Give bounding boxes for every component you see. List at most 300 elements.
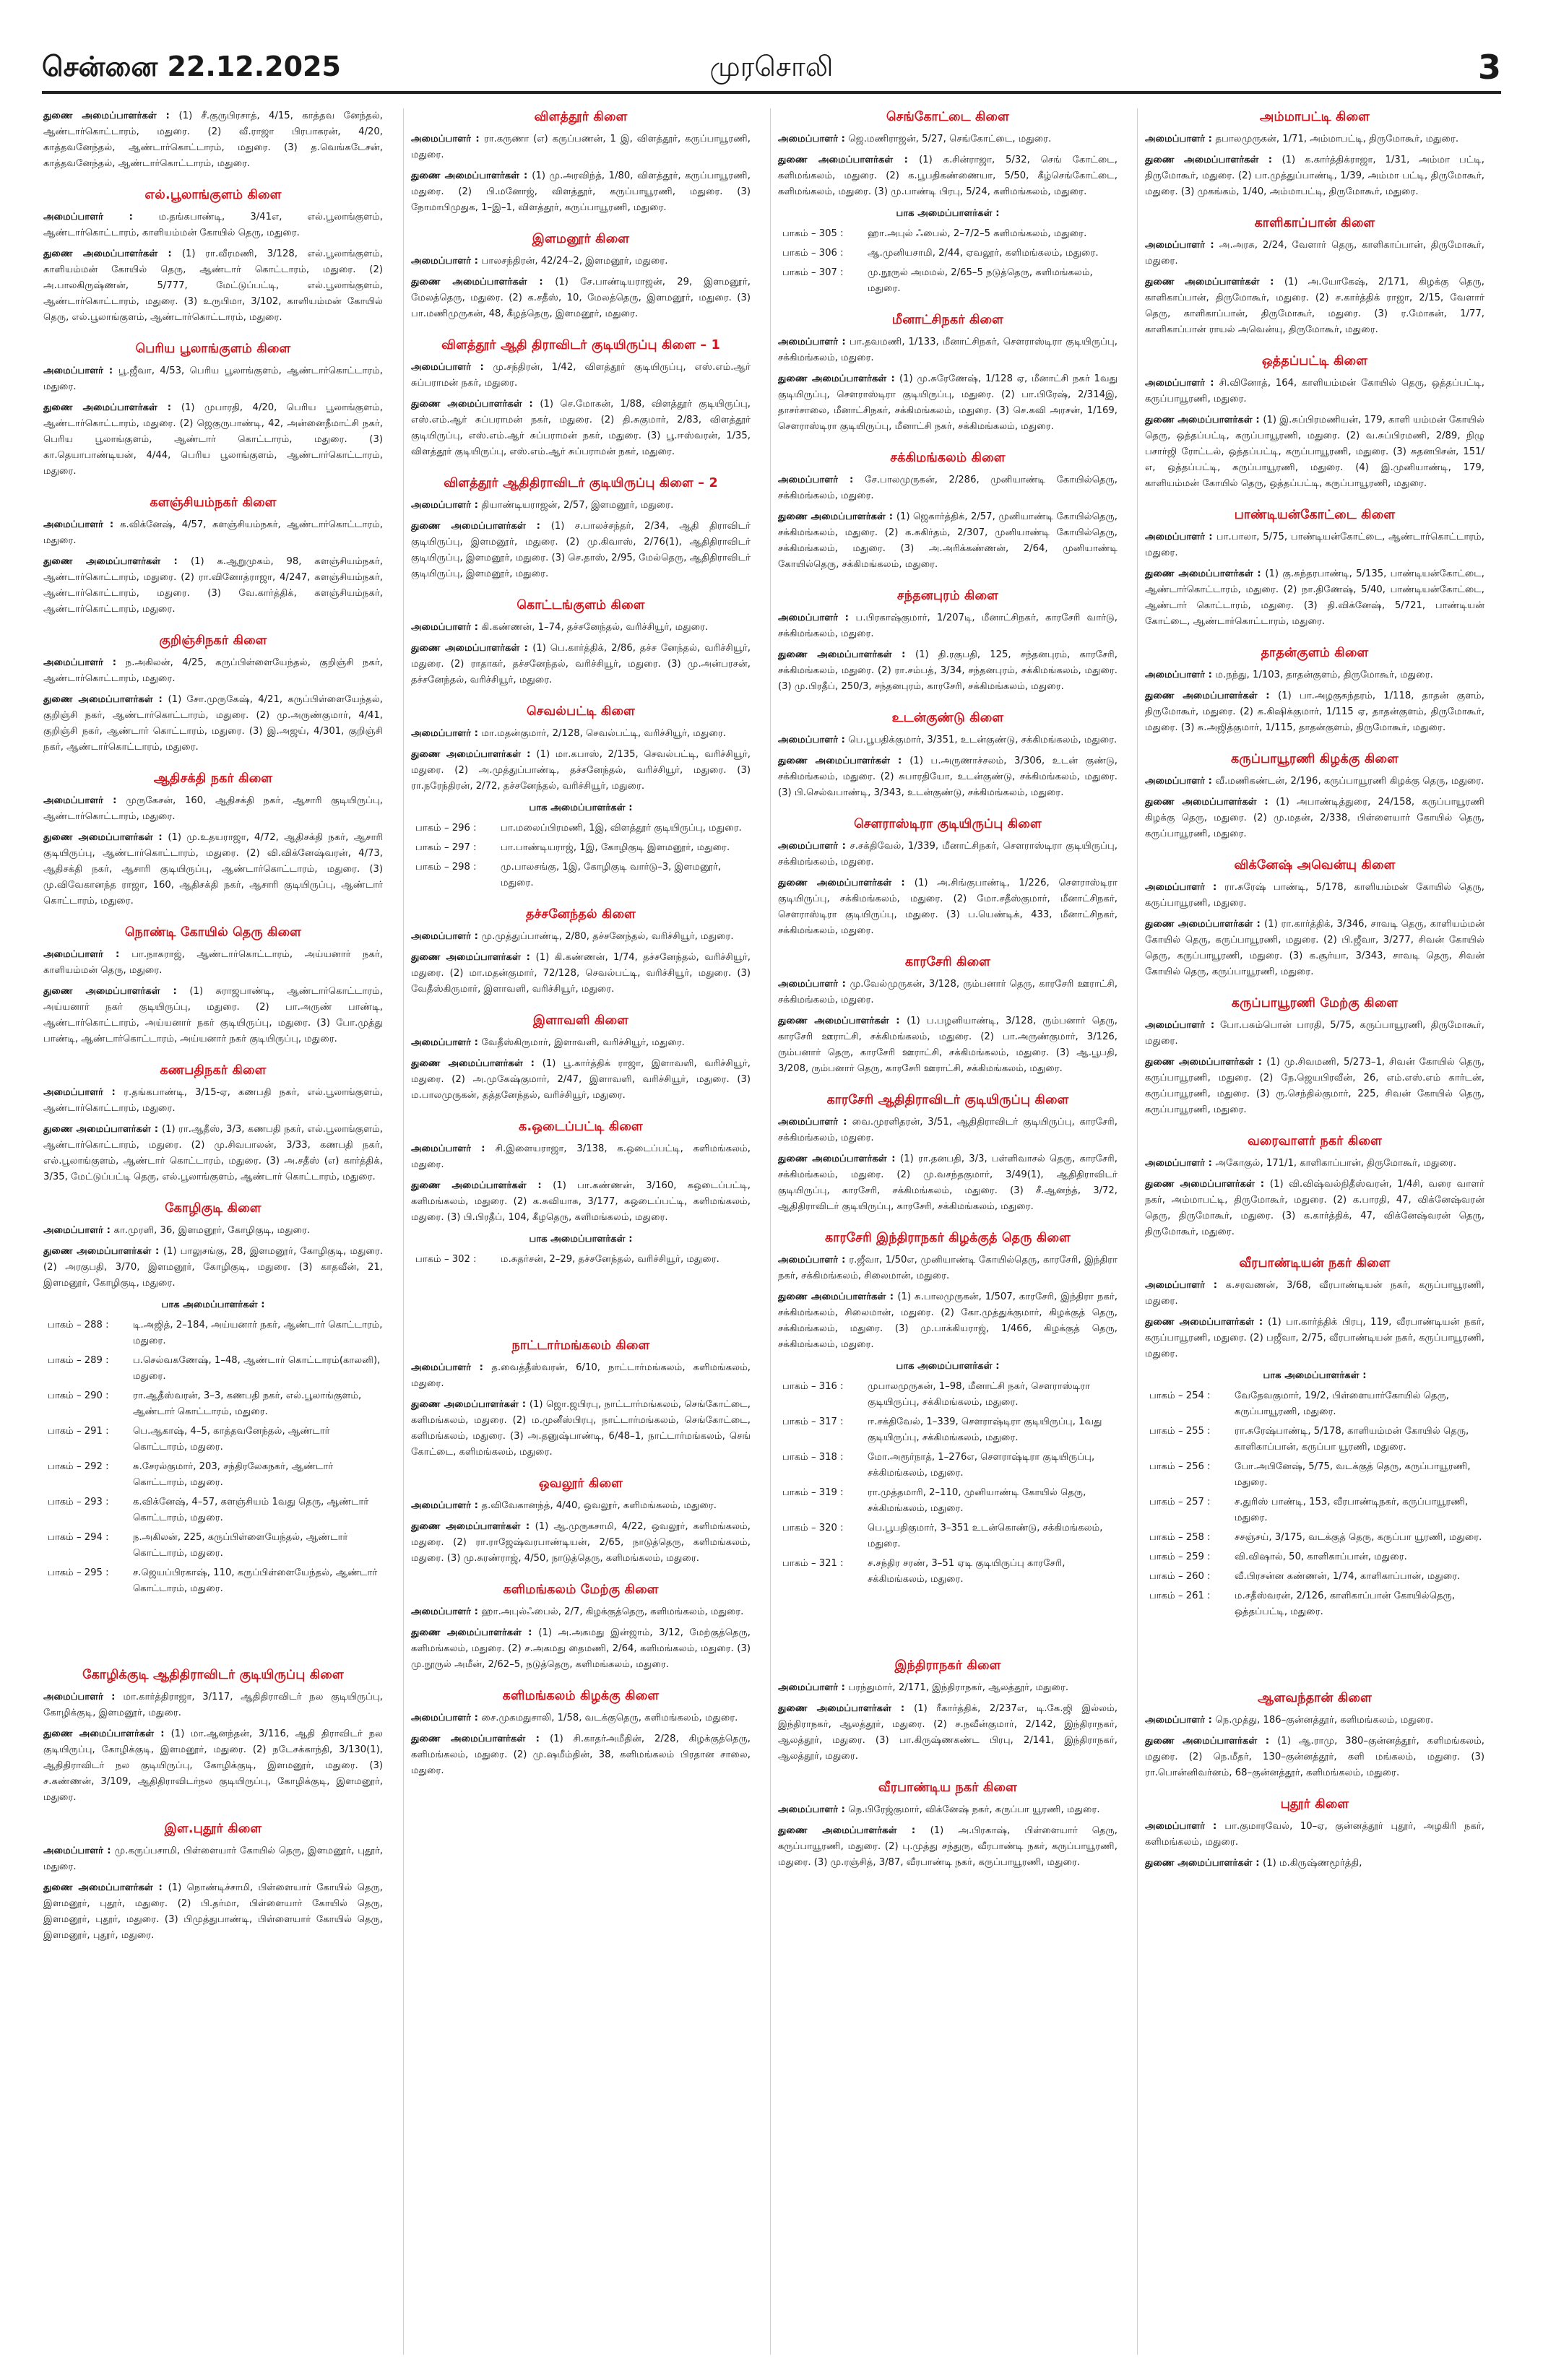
branch-section xyxy=(411,475,751,582)
office-bearer-entry xyxy=(411,1360,751,1392)
role-details: (1) பா.அழகுசுந்தரம், 1/118, தாதன் குளம், திருமோகூர், மதுரை. (2) க.கிஷிக்குமார், 1/115 ஏ, தாதன்குளம், திருமோகூர், மதுரை. (3) சு.அஜித்குமார், 1/115, தாதன்குளம், திருமோகூர், மதுரை. xyxy=(1145,691,1484,733)
role-label: அமைப்பாளர் : xyxy=(778,475,865,485)
role-details: (1) மு.உதயராஜா, 4/72, ஆதிசக்தி நகர், ஆசாரி குடியிருப்பு, ஆண்டார்கொட்டாரம், மதுரை. (2) வி.விக்னேஷ்வரன், 4/73, ஆதிசக்தி நகர், ஆசாரி குடியிருப்பு, ஆண்டார்கொட்டாரம், மதுரை. (3) மு.விவேகானந்த ராஜா, 160, ஆதிசக்தி நகர், ஆசாரி குடியிருப்பு, ஆண்டார் கொட்டாரம், மதுரை. xyxy=(43,832,383,906)
role-details: மு.சந்திரன், 1/42, விளத்தூர் குடியிருப்பு, எஸ்.எம்.ஆர் சுப்பராமன் நகர், மதுரை. xyxy=(411,362,751,389)
role-label: துணை அமைப்பாளர்கள் : xyxy=(778,649,916,660)
office-bearer-entry xyxy=(43,246,383,326)
role-label: துணை அமைப்பாளர்கள் : xyxy=(43,1728,171,1739)
role-details: (1) தி.ரகுபதி, 125, சந்தனபுரம், காரசேரி, சக்கிமங்கலம், மதுரை. (2) ரா.சம்பத், 3/34, சந்தனபுரம், சக்கிமங்கலம், மதுரை. (3) மு.பிரதீப், 250/3, சந்தனபுரம், காரசேரி, சக்கிமங்கலம், மதுரை. xyxy=(778,649,1118,692)
booth-organizer: ஆ.முனியசாமி, 2/44, ஏவலூர், களிமங்கலம், மதுரை. xyxy=(868,248,1099,259)
role-details: (1) சு.பாலமுருகன், 1/507, காரசேரி, இந்திரா நகர், சக்கிமங்கலம், சிலைமான், மதுரை. (2) கோ.முத்துக்குமார், கிழக்குத் தெரு, சக்கிமங்கலம், மதுரை. (3) மு.பாக்கியராஜ், 1/466, கிழக்குத் தெரு, சக்கிமங்கலம், மதுரை. xyxy=(778,1291,1118,1350)
booth-organizer: மு.பாலசங்கு, 1இ, கோழிகுடி வார்டு–3, இளமனூர், மதுரை. xyxy=(501,862,722,888)
role-details: சை.முகமதுசாலி, 1/58, வடக்குதெரு, களிமங்கலம், மதுரை. xyxy=(481,1713,738,1723)
branch-heading: களிமங்கலம் கிழக்கு கிளை xyxy=(502,1689,660,1703)
office-bearer-entry xyxy=(411,254,751,269)
role-label: துணை அமைப்பாளர்கள் : xyxy=(1145,797,1276,808)
office-bearer-entry xyxy=(778,1823,1118,1871)
office-bearer-entry xyxy=(411,1056,751,1104)
branch-heading: கருப்பாயூரணி கிழக்கு கிளை xyxy=(1231,752,1399,766)
branch-section xyxy=(778,1779,1118,1871)
office-bearer-entry xyxy=(778,875,1118,939)
office-bearer-entry xyxy=(411,1141,751,1173)
booth-organizer: க.விக்னேஷ், 4–57, களஞ்சியம் 1வது தெரு, ஆண்டார் கொட்டாரம், மதுரை. xyxy=(133,1497,369,1523)
branch-heading: உடன்குண்டு கிளை xyxy=(891,711,1004,725)
branch-heading: விளத்தூர் கிளை xyxy=(534,110,628,124)
role-label: அமைப்பாளர் : xyxy=(411,728,482,739)
office-bearer-entry xyxy=(1145,1713,1484,1728)
role-label: அமைப்பாளர் : xyxy=(43,1845,115,1856)
office-bearer-entry xyxy=(43,108,383,172)
booth-organizer: பா.மலைப்பிரமணி, 1இ, விளத்தூர் குடியிருப்பு, மதுரை. xyxy=(501,823,742,834)
role-label: அமைப்பாளர் : xyxy=(43,519,121,530)
role-label: அமைப்பாளர் : xyxy=(43,657,126,668)
booth-organizer: ஹா.அபுல் ஃபைல், 2–7/2–5 களிமங்கலம், மதுரை. xyxy=(868,228,1087,239)
role-label: துணை அமைப்பாளர்கள் : xyxy=(411,749,537,760)
role-details: சே.பாலமுருகன், 2/286, முனியாண்டி கோயில்தெரு, சக்கிமங்கலம், மதுரை. xyxy=(778,475,1118,501)
branch-section xyxy=(411,597,751,688)
booth-number: பாகம் – 302 : xyxy=(415,1254,477,1265)
role-details: நெ.முத்து, 186–குன்னத்தூர், களிமங்கலம், மதுரை. xyxy=(1215,1715,1434,1726)
booth-number: பாகம் – 321 : xyxy=(782,1558,844,1569)
booth-organizer: முபாலமுருகன், 1–98, மீனாட்சி நகர், சௌராஸ்டிரா குடியிருப்பு, சக்கிமங்கலம், மதுரை. xyxy=(868,1381,1090,1408)
branch-heading: செவல்பட்டி கிளை xyxy=(526,704,636,719)
booth-number: பாகம் – 254 : xyxy=(1149,1390,1211,1401)
role-details: வேதீஸ்கிருமார், இளாவளி, வரிச்சியூர், மதுரை. xyxy=(481,1037,685,1048)
office-bearer-entry xyxy=(43,1726,383,1806)
branch-section xyxy=(43,186,383,326)
role-label: துணை அமைப்பாளர்கள் : xyxy=(778,155,920,165)
role-details: (1) மு.சிவமணி, 5/273–1, சிவன் கோயில் தெரு, கருப்பாயூரணி, மதுரை. (2) நே.ஜெயபிரவீன், 26, எம்.எஸ்.எம் கார்டன், கருப்பாயூரணி, மதுரை. (3) ரு.செந்தில்குமார், 225, சிவன் கோயில் தெரு, கருப்பாயூரணி, மதுரை. xyxy=(1145,1057,1484,1115)
booth-entry xyxy=(778,1520,1118,1552)
branch-section xyxy=(778,815,1118,939)
branch-heading: காரசேரி கிளை xyxy=(904,955,991,969)
office-bearer-entry xyxy=(778,1115,1118,1146)
office-bearer-entry xyxy=(1145,274,1484,338)
office-bearer-entry xyxy=(1145,1177,1484,1240)
section-gap xyxy=(778,1592,1118,1643)
booth-number: பாகம் – 259 : xyxy=(1149,1552,1211,1562)
office-bearer-entry xyxy=(1145,412,1484,492)
office-bearer-entry xyxy=(411,1397,751,1461)
booth-number: பாகம் – 255 : xyxy=(1149,1426,1211,1437)
role-details: (1) மா.கபாஸ், 2/135, செவல்பட்டி, வரிச்சியூர், மதுரை. (2) அ.முத்துப்பாண்டி, தச்சனேந்தல், வரிச்சியூர், மதுரை. (3) ரா.நரேந்திரன், 2/72, தச்சனேந்தல், வரிச்சியூர், மதுரை. xyxy=(411,749,751,792)
office-bearer-entry xyxy=(1145,1055,1484,1118)
branch-heading: சக்கிமங்கலம் கிளை xyxy=(890,451,1006,465)
role-details: (1) சி.காதர்அமீதின், 2/28, கிழக்குத்தெரு, களிமங்கலம், மதுரை. (2) மு.ஷமீம்தின், 38, களிமங்கலம் பிரதான சாலை, மதுரை. xyxy=(411,1734,751,1776)
booth-entry xyxy=(1145,1388,1484,1420)
office-bearer-entry xyxy=(778,1013,1118,1077)
booth-entry xyxy=(1145,1530,1484,1546)
role-label: அமைப்பாளர் : xyxy=(778,337,850,347)
branch-section xyxy=(1145,506,1484,630)
booth-organizer: சசஞ்சய், 3/175, வடக்குத் தெரு, கருப்பா யூரணி, மதுரை. xyxy=(1235,1532,1482,1543)
role-label: அமைப்பாளர் : xyxy=(778,1682,849,1693)
role-details: பரந்துமார், 2/171, இந்திராநகர், ஆலத்தூர், மதுரை. xyxy=(848,1682,1069,1693)
branch-section xyxy=(1145,1796,1484,1871)
role-details: பா.தவமணி, 1/133, மீனாட்சிநகர், சௌராஸ்டிரா குடியிருப்பு, சக்கிமங்கலம், மதுரை. xyxy=(778,337,1118,363)
branch-heading: காரசேரி இந்திராநகர் கிழக்குத் தெரு கிளை xyxy=(825,1231,1071,1245)
role-label: அமைப்பாளர் : xyxy=(411,256,482,267)
booth-entry xyxy=(778,265,1118,297)
role-details: (1) க.சின்ராஜா, 5/32, செங் கோட்டை, களிமங்கலம், மதுரை. (2) க.பூபதிகண்ணையா, 5/50, கீழ்செங்கோட்டை, களிமங்கலம், மதுரை. (3) மு.பாண்டி பிரபு, 5/24, களிமங்கலம், மதுரை. xyxy=(778,155,1118,197)
role-details: (1) இ.சுப்பிரமணியன், 179, காளி யம்மன் கோயில் தெரு, ஒத்தப்பட்டி, கருப்பாயூரணி, மதுரை. (2) வ.சுப்பிரமணி, 2/89, நிழு பசார்ஜி ரோட்டல், ஒத்தப்பட்டி, கருப்பாயூரணி, மதுரை. (3) சுதனபிசன், 151/எ, ஒத்தப்பட்டி, கருப்பாயூரணி, மதுரை. (4) இ.முனியாண்டி, 179, காளியம்மன் கோயில் தெரு, ஒத்தப்பட்டி, கருப்பாயூரணி, மதுரை. xyxy=(1145,415,1484,489)
office-bearer-entry xyxy=(411,1604,751,1620)
office-bearer-entry xyxy=(778,152,1118,200)
office-bearer-entry xyxy=(411,1731,751,1779)
office-bearer-entry xyxy=(778,732,1118,748)
branch-section xyxy=(43,1601,383,1806)
branch-heading: விக்னேஷ் அவென்யு கிளை xyxy=(1234,858,1396,873)
office-bearer-entry xyxy=(778,334,1118,366)
booth-number: பாகம் – 256 : xyxy=(1149,1461,1211,1472)
role-details: (1) ப.பழனியாண்டி, 3/128, ரும்பனார் தெரு, காரசேரி ஊராட்சி, சக்கிமங்கலம், மதுரை. (2) பா.அருண்குமார், 3/126, ரும்பனார் தெரு, காரசேரி ஊராட்சி, சக்கிமங்கலம், மதுரை. (3) ஆ.பூபதி, 3/208, ரும்பனார் தெரு, காரசேரி ஊராட்சி, சக்கிமங்கலம், மதுரை. xyxy=(778,1016,1118,1074)
office-bearer-entry xyxy=(1145,529,1484,561)
branch-section xyxy=(1145,1624,1484,1781)
booth-organizers-heading: பாக அமைப்பாளர்கள் : xyxy=(1263,1370,1367,1381)
branch-section xyxy=(778,311,1118,435)
role-label: துணை அமைப்பாளர்கள் : xyxy=(778,1825,930,1836)
role-label: துணை அமைப்பாளர்கள் : xyxy=(411,399,540,410)
office-bearer-entry xyxy=(778,647,1118,695)
role-label: துணை அமைப்பாளர்கள் : xyxy=(43,556,191,567)
role-label: துணை அமைப்பாளர்கள் : xyxy=(1145,919,1265,930)
office-bearer-entry xyxy=(43,1880,383,1944)
branch-section xyxy=(778,449,1118,573)
role-label: அமைப்பாளர் : xyxy=(1145,378,1219,389)
role-label: துணை அமைப்பாளர்கள் : xyxy=(778,878,915,888)
booth-number: பாகம் – 319 : xyxy=(782,1487,844,1498)
booth-entry xyxy=(778,1485,1118,1517)
role-details: (1) கி.கண்ணன், 1/74, தச்சனேந்தல், வரிச்சியூர், மதுரை. (2) மா.மதன்குமார், 72/128, செவல்பட்டி, வரிச்சியூர், மதுரை. (3) வேதீஸ்கிருமார், இளாவளி, வரிச்சியூர், மதுரை. xyxy=(411,952,751,995)
booth-number: பாகம் – 297 : xyxy=(415,842,477,853)
role-details: தியாண்டியராஜன், 2/57, இளமனூர், மதுரை. xyxy=(481,500,674,511)
role-label: துணை அமைப்பாளர்கள் : xyxy=(411,952,536,963)
role-label: அமைப்பாளர் : xyxy=(778,1117,852,1128)
role-details: (1) சே.பாண்டியராஜன், 29, இளமனூர், மேலத்தெரு, மதுரை. (2) க.சதீஸ், 10, மேலத்தெரு, இளமனூர், மதுரை. (3) பா.மணிமுருகன், 48, கீழத்தெரு, இளமனூர், மதுரை. xyxy=(411,277,751,319)
office-bearer-entry xyxy=(43,400,383,480)
branch-section xyxy=(1145,995,1484,1118)
role-details: கா.முரளி, 36, இளமனூர், கோழிகுடி, மதுரை. xyxy=(113,1225,311,1236)
role-details: த.விவேகானந்த், 4/40, ஒவலூர், களிமங்கலம், மதுரை. xyxy=(481,1500,717,1511)
branch-section xyxy=(778,953,1118,1077)
booth-number: பாகம் – 294 : xyxy=(48,1532,109,1543)
office-bearer-entry xyxy=(43,1689,383,1721)
office-bearer-entry xyxy=(43,517,383,549)
office-bearer-entry xyxy=(411,131,751,163)
office-bearer-entry xyxy=(1145,1856,1484,1871)
booth-organizer: மு.நூருல் அமமல், 2/65–5 நடுத்தெரு, களிமங்கலம், மதுரை. xyxy=(868,267,1093,294)
booth-entry xyxy=(411,1252,751,1268)
role-label: அமைப்பாளர் : xyxy=(1145,882,1225,893)
booth-number: பாகம் – 257 : xyxy=(1149,1497,1211,1507)
office-bearer-entry xyxy=(1145,131,1484,147)
role-details: ம.நந்து, 1/103, தாதன்குளம், திருமோகூர், மதுரை. xyxy=(1215,670,1433,680)
role-details: பா.நாகராஜ், ஆண்டார்கொட்டாரம், அய்யனார் நகர், காளியம்மன் தெரு, மதுரை. xyxy=(43,949,383,976)
role-label: அமைப்பாளர் : xyxy=(411,1713,482,1723)
role-details: ர.ஜீவா, 1/50எ, முனியாண்டி கோயில்தெரு, காரசேரி, இந்திரா நகர், சக்கிமங்கலம், சிலைமான், மதுரை. xyxy=(778,1255,1118,1281)
role-details: (1) ரா.தனபதி, 3/3, பள்ளிவாசல் தெரு, காரசேரி, சக்கிமங்கலம், மதுரை. (2) மு.வசந்தகுமார், 3/49(1), ஆதிதிராவிடர் குடியிருப்பு, காரசேரி, சக்கிமங்கலம், மதுரை. (3) சீ.ஆனந்த், 3/72, ஆதிதிராவிடர் குடியிருப்பு, காரசேரி, சக்கிமங்கலம், மதுரை. xyxy=(778,1154,1118,1212)
role-details: (1) மா.ஆனந்தன், 3/116, ஆதி திராவிடர் நல குடியிருப்பு, கோழிக்குடி, இளமனூர், மதுரை. (2) நடேசக்காந்தி, 3/130(1), ஆதிதிராவிடர் நல குடியிருப்பு, கோழிக்குடி, இளமனூர், மதுரை. (3) ச.கண்ணன், 3/109, ஆதிதிராவிடர்நல குடியிருப்பு, கோழிக்குடி, இளமனூர், மதுரை. xyxy=(43,1728,383,1803)
branch-heading: சந்தனபுரம் கிளை xyxy=(896,589,999,603)
role-details: (1) ச.பாலச்சந்தர், 2/34, ஆதி திராவிடர் குடியிருப்பு, இளமனூர், மதுரை. (2) மு.கிவாஸ், 2/76(1), ஆதிதிராவிடர் குடியிருப்பு, இளமனூர், மதுரை. (3) செ.தாஸ், 2/95, மேல்தெரு, ஆதிதிராவிடர் குடியிருப்பு, இளமனூர், மதுரை. xyxy=(411,521,751,579)
role-label: துணை அமைப்பாளர்கள் : xyxy=(778,756,910,766)
branch-heading: இள.புதூர் கிளை xyxy=(164,1822,262,1836)
office-bearer-entry xyxy=(778,131,1118,147)
branch-heading: காளிகாப்பான் கிளை xyxy=(1254,216,1375,230)
role-details: பாலசந்திரன், 42/24–2, இளமனூர், மதுரை. xyxy=(481,256,668,267)
role-label: துணை அமைப்பாளர்கள் : xyxy=(1145,568,1266,579)
role-details: (1) அ.பிரகாஷ், பிள்ளையார் தெரு, கருப்பாயூரணி, மதுரை. (2) பு.முத்து சந்துரு, வீரபாண்டி நகர், கருப்பாயூரணி, மதுரை. (3) மு.ரஞ்சித், 3/87, வீரபாண்டி நகர், கருப்பாயூரணி, மதுரை. xyxy=(778,1825,1118,1868)
office-bearer-entry xyxy=(411,929,751,945)
branch-heading: அம்மாபட்டி கிளை xyxy=(1259,110,1370,124)
role-label: அமைப்பாளர் : xyxy=(43,1225,114,1236)
role-label: அமைப்பாளர் : xyxy=(411,1037,482,1048)
branch-heading: கொட்டங்குளம் கிளை xyxy=(517,598,645,613)
booth-organizer: டி.அஜித், 2–184, அய்யனார் நகர், ஆண்டார் கொட்டாரம், மதுரை. xyxy=(133,1320,383,1346)
role-details: சி.இளையராஜா, 3/138, க.ஒடைப்பட்டி, களிமங்கலம், மதுரை. xyxy=(411,1143,751,1170)
booth-number: பாகம் – 292 : xyxy=(48,1461,109,1472)
role-label: துணை அமைப்பாளர்கள் : xyxy=(778,373,899,384)
role-label: துணை அமைப்பாளர்கள் : xyxy=(1145,1057,1267,1068)
office-bearer-entry xyxy=(411,641,751,688)
booth-organizer: ஈ.சக்திவேல், 1–339, சௌராஷ்டிரா குடியிருப்பு, 1வது குடியிருப்பு, சக்கிமங்கலம், மதுரை. xyxy=(868,1416,1102,1443)
branch-section xyxy=(43,1200,383,1597)
office-bearer-entry xyxy=(778,977,1118,1008)
role-label: துணை அமைப்பாளர்கள் : xyxy=(411,1180,553,1191)
branch-section xyxy=(43,1062,383,1185)
office-bearer-entry xyxy=(1145,1819,1484,1851)
booth-entry xyxy=(778,246,1118,261)
page-number: 3 xyxy=(1477,48,1501,87)
role-label: அமைப்பாளர் : xyxy=(1145,1020,1220,1031)
role-details: பா.குமாரவேல், 10–ஏ, குன்னத்தூர் புதூர், அழகிரி நகர், களிமங்கலம், மதுரை. xyxy=(1145,1821,1484,1848)
branch-heading: கணபதிநகர் கிளை xyxy=(160,1063,267,1078)
role-label: துணை அமைப்பாளர்கள் : xyxy=(778,1291,898,1302)
office-bearer-entry xyxy=(411,1498,751,1514)
masthead xyxy=(42,48,1501,94)
role-details: சி.வினோத், 164, காளியம்மன் கோயில் தெரு, ஒத்தப்பட்டி, கருப்பாயூரணி, மதுரை. xyxy=(1145,378,1484,404)
booth-organizers-heading: பாக அமைப்பாளர்கள் : xyxy=(896,1361,1000,1372)
role-details: (1) பாலுசங்கு, 28, இளமனூர், கோழிகுடி, மதுரை. (2) அரகுபதி, 3/70, இளமனூர், கோழிகுடி, மதுரை. (3) காதவீன், 21, இளமனூர், கோழிகுடி, மதுரை. xyxy=(43,1246,383,1289)
office-bearer-entry xyxy=(1145,238,1484,269)
role-label: துணை அமைப்பாளர்கள் : xyxy=(43,1882,168,1893)
office-bearer-entry xyxy=(1145,1734,1484,1781)
role-details: பா.பாலா, 5/75, பாண்டியன்கோட்டை, ஆண்டார்கொட்டாரம், மதுரை. xyxy=(1145,532,1484,558)
office-bearer-entry xyxy=(1145,880,1484,912)
section-gap xyxy=(1145,1624,1484,1675)
office-bearer-entry xyxy=(1145,566,1484,630)
booth-entry xyxy=(1145,1459,1484,1491)
role-label: துணை அமைப்பாளர்கள் : xyxy=(1145,691,1279,701)
branch-heading: விளத்தூர் ஆதி திராவிடர் குடியிருப்பு கிளை – 1 xyxy=(441,338,721,352)
branch-heading: தச்சனேந்தல் கிளை xyxy=(525,907,636,922)
booth-number: பாகம் – 293 : xyxy=(48,1497,109,1507)
booth-entry xyxy=(43,1353,383,1385)
branch-heading: ஒவலூர் கிளை xyxy=(538,1476,623,1491)
office-bearer-entry xyxy=(778,839,1118,870)
booth-number: பாகம் – 306 : xyxy=(782,248,844,259)
role-details: (1) பெ.கார்த்திக், 2/86, தச்ச னேந்தல், வரிச்சியூர், மதுரை. (2) ராதாகர், தச்சனேந்தல், வரிச்சியூர், மதுரை. (3) மு.அன்பரசன், தச்சனேந்தல், வரிச்சியூர், மதுரை. xyxy=(411,643,751,685)
role-details: ஹா.அபுல்ஃபைல், 2/7, கிழக்குத்தெரு, களிமங்கலம், மதுரை. xyxy=(481,1606,744,1617)
booth-number: பாகம் – 307 : xyxy=(782,267,844,278)
role-details: (1) சோ.முருகேஷ், 4/21, கருப்பிள்ளையேந்தல், குறிஞ்சி நகர், ஆண்டார்கொட்டாரம், மதுரை. (2) மு.அருண்குமார், 4/41, குறிஞ்சி நகர், ஆண்டார் கொட்டாரம், மதுரை. (3) இ.அஜய், 4/301, குறிஞ்சி நகர், ஆண்டார்கொட்டாரம், மதுரை. xyxy=(43,694,383,753)
branch-section xyxy=(778,1229,1118,1588)
role-details: (1) பூ.கார்த்திக் ராஜா, இளாவளி, வரிச்சியூர், மதுரை. (2) அ.முகேஷ்குமார், 2/47, இளாவளி, வரிச்சியூர், மதுரை. (3) ம.பாலமுருகன், தத்தனேந்தல், வரிச்சியூர், மதுரை. xyxy=(411,1058,751,1101)
branch-heading: சௌராஸ்டிரா குடியிருப்பு கிளை xyxy=(854,817,1042,831)
branch-heading: ஆளவந்தான் கிளை xyxy=(1258,1691,1372,1705)
branch-section xyxy=(43,340,383,480)
role-label: அமைப்பாளர் : xyxy=(1145,1158,1216,1169)
office-bearer-entry xyxy=(411,747,751,795)
role-details: மு.கருப்பசாமி, பிள்ளையார் கோயில் தெரு, இளமனூர், புதூர், மதுரை. xyxy=(43,1845,383,1872)
section-gap xyxy=(411,1272,751,1323)
role-label: துணை அமைப்பாளர்கள் : xyxy=(43,402,181,413)
role-label: அமைப்பாளர் : xyxy=(1145,240,1219,251)
office-bearer-entry xyxy=(411,1519,751,1567)
role-details: (1) நொண்டிச்சாமி, பிள்ளையார் கோயில் தெரு, இளமனூர், புதூர், மதுரை. (2) பி.தர்மா, பிள்ளையார் கோயில் தெரு, இளமனூர், புதூர், மதுரை. (3) பிமுத்துபாண்டி, பிள்ளையார் கோயில் தெரு, இளமனூர், புதூர், மதுரை. xyxy=(43,1882,383,1941)
booth-organizers-heading: பாக அமைப்பாளர்கள் : xyxy=(529,802,633,813)
role-details: நெ.பிரேஜ்குமார், விக்னேஷ் நகர், கருப்பா யூரணி, மதுரை. xyxy=(848,1804,1100,1815)
office-bearer-entry xyxy=(411,360,751,391)
role-label: அமைப்பாளர் : xyxy=(43,1692,124,1702)
role-label: துணை அமைப்பாளர்கள் : xyxy=(411,1058,543,1069)
office-bearer-entry xyxy=(43,554,383,618)
role-details: முருகேசன், 160, ஆதிசக்தி நகர், ஆசாரி குடியிருப்பு, ஆண்டார்கொட்டாரம், மதுரை. xyxy=(43,795,383,822)
office-bearer-entry xyxy=(1145,1156,1484,1172)
branch-section xyxy=(778,709,1118,801)
role-details: ரா.சுரேஷ் பாண்டி, 5/178, காளியம்மன் கோயில் தெரு, கருப்பாயூரணி, மதுரை. xyxy=(1145,882,1484,909)
branch-heading: பாண்டியன்கோட்டை கிளை xyxy=(1234,508,1396,522)
branch-heading: நொண்டி கோயில் தெரு கிளை xyxy=(124,925,302,940)
branch-heading: வீரபாண்டியன் நகர் கிளை xyxy=(1239,1256,1391,1271)
branch-heading: காரசேரி ஆதிதிராவிடர் குடியிருப்பு கிளை xyxy=(826,1093,1069,1107)
office-bearer-entry xyxy=(43,1244,383,1291)
office-bearer-entry xyxy=(778,1680,1118,1696)
booth-entry xyxy=(778,226,1118,242)
branch-heading: கோழிக்குடி ஆதிதிராவிடர் குடியிருப்பு கிளை xyxy=(82,1668,344,1682)
role-details: ப.பிரகாஷ்குமார், 1/207டி, மீனாட்சிநகர், காரசேரி வார்டு, சக்கிமங்கலம், மதுரை. xyxy=(778,613,1118,639)
booth-organizer: வி.விஷால், 50, காளிகாப்பான், மதுரை. xyxy=(1235,1552,1407,1562)
office-bearer-entry xyxy=(1145,376,1484,407)
office-bearer-entry xyxy=(1145,688,1484,736)
booth-organizer: ரா.முத்தமாரி, 2–110, முனியாண்டி கோயில் தெரு, சக்கிமங்கலம், மதுரை. xyxy=(868,1487,1086,1514)
role-label: துணை அமைப்பாளர்கள் : xyxy=(43,248,182,259)
office-bearer-entry xyxy=(778,753,1118,801)
role-details: (1) வி.விஷ்வல்நிதீஸ்வரன், 1/4சி, வரை வாளர் நகர், அம்மாபட்டி, திருமோகூர், மதுரை. (2) க.பாரதி, 47, விக்னேஷ்வரன் தெரு, திருமோகூர், மதுரை. (3) க.கார்த்திக், 47, விக்னேஷ்வரன் தெரு, திருமோகூர், மதுரை. xyxy=(1145,1179,1484,1237)
branch-section xyxy=(778,1091,1118,1215)
office-bearer-entry xyxy=(1145,1315,1484,1362)
role-details: (1) ப.அருணாச்சலம், 3/306, உடன் குண்டு, சக்கிமங்கலம், மதுரை. (2) சுபாரதியோ, உடன்குண்டு, சக்கிமங்கலம், மதுரை. (3) பி.செல்வபாண்டி, 3/343, உடன்குண்டு, சக்கிமங்கலம், மதுரை. xyxy=(778,756,1118,798)
role-label: அமைப்பாளர் : xyxy=(411,622,482,633)
booth-entry xyxy=(1145,1494,1484,1526)
branch-heading: ஆதிசக்தி நகர் கிளை xyxy=(153,771,273,786)
office-bearer-entry xyxy=(1145,917,1484,980)
office-bearer-entry xyxy=(411,1625,751,1673)
booth-entry xyxy=(411,840,751,856)
booth-entry xyxy=(43,1530,383,1562)
role-label: துணை அமைப்பாளர்கள் : xyxy=(778,1016,907,1026)
role-label: அமைப்பாளர் : xyxy=(43,795,126,806)
booth-organizer: ந.அகிலன், 225, கருப்பிள்ளையேந்தல், ஆண்டார் கொட்டாரம், மதுரை. xyxy=(133,1532,348,1559)
office-bearer-entry xyxy=(778,509,1118,573)
branch-section xyxy=(43,494,383,618)
branch-heading: தாதன்குளம் கிளை xyxy=(1261,646,1369,660)
role-details: (1) சுராஜபாண்டி, ஆண்டார்கொட்டாரம், அய்யனார் நகர் குடியிருப்பு, மதுரை. (2) பா.அருண் பாண்டி, ஆண்டார்கொட்டாரம், அய்யனார் நகர் குடியிருப்பு, மதுரை. (3) போ.முத்து பாண்டி, ஆண்டார்கொட்டாரம், அய்யனார் நகர் குடியிருப்பு, மதுரை. xyxy=(43,986,383,1044)
office-bearer-entry xyxy=(1145,667,1484,683)
branch-heading: செங்கோட்டை கிளை xyxy=(886,110,1010,124)
role-details: (1) அ.யோகேஷ், 2/171, கிழக்கு தெரு, காளிகாப்பான், திருமோகூர், மதுரை. (2) ச.கார்த்திக் ராஜா, 2/15, வேளார் தெரு, காளிகாப்பான், திருமோகூர், மதுரை. (3) ர.மோகன், 1/77, காளிகாப்பான் ராயல் அவென்யு, திருமோகூர், மதுரை. xyxy=(1145,277,1484,335)
booth-entry xyxy=(778,1414,1118,1446)
branch-section xyxy=(778,587,1118,695)
role-label: அமைப்பாளர் : xyxy=(411,362,493,373)
role-details: (1) க.கார்த்திக்ராஜா, 1/31, அம்மா பட்டி, திருமோகூர், மதுரை. (2) பா.முத்துப்பாண்டி, 1/39, அம்மா பட்டி, திருமோகூர், மதுரை. (3) முகங்கம், 1/40, அம்மாபட்டி, திருமோகூர், மதுரை. xyxy=(1145,155,1484,197)
booth-organizer: வீ.பிரசன்ன கண்ணன், 1/74, காளிகாப்பான், மதுரை. xyxy=(1235,1571,1461,1582)
office-bearer-entry xyxy=(411,519,751,582)
role-details: மு.வேல்முருகன், 3/128, ரும்பனார் தெரு, காரசேரி ஊராட்சி, சக்கிமங்கலம், மதுரை. xyxy=(778,979,1118,1005)
branch-section xyxy=(43,1820,383,1944)
office-bearer-entry xyxy=(778,1151,1118,1215)
role-label: துணை அமைப்பாளர்கள் : xyxy=(778,1703,915,1714)
role-label: அமைப்பாளர் : xyxy=(43,212,159,222)
branch-heading: மீனாட்சிநகர் கிளை xyxy=(891,313,1004,327)
role-label: துணை அமைப்பாளர்கள் : xyxy=(1145,1317,1268,1328)
role-label: அமைப்பாளர் : xyxy=(1145,134,1216,144)
office-bearer-entry xyxy=(778,371,1118,435)
role-details: அகோகுல், 171/1, காளிகாப்பான், திருமோகூர், மதுரை. xyxy=(1215,1158,1457,1169)
column-3 xyxy=(770,108,1118,2355)
booth-number: பாகம் – 258 : xyxy=(1149,1532,1211,1543)
booth-organizer: பெ.ஆகாஷ், 4–5, காத்தவனேந்தல், ஆண்டார் கொட்டாரம், மதுரை. xyxy=(133,1426,330,1453)
role-label: அமைப்பாளர் : xyxy=(411,1500,482,1511)
role-details: (1) அ.அகமது இன்ஜாம், 3/12, மேற்குத்தெரு, களிமங்கலம், மதுரை. (2) ச.அகமது தைமணி, 2/64, களிமங்கலம், மதுரை. (3) மு.நூருல் அமீன், 2/62–5, நடுத்தெரு, களிமங்கலம், மதுரை. xyxy=(411,1627,751,1670)
branch-section xyxy=(411,1687,751,1779)
role-label: துணை அமைப்பாளர்கள் : xyxy=(1145,1179,1270,1190)
role-details: (1) ஜெகார்த்திக், 2/57, முனியாண்டி கோயில்தெரு, சக்கிமங்கலம், மதுரை. (2) க.சுகிர்தம், 2/307, முனியாண்டி கோயில்தெரு, சக்கிமங்கலம், மதுரை. (3) அ.அரிக்கண்ணன், 2/64, முனியாண்டி கோயில்தெரு, சக்கிமங்கலம், மதுரை. xyxy=(778,511,1118,570)
office-bearer-entry xyxy=(778,1252,1118,1284)
branch-heading: வீரபாண்டிய நகர் கிளை xyxy=(878,1780,1018,1795)
role-label: துணை அமைப்பாளர்கள் : xyxy=(411,170,532,181)
booth-organizers-heading: பாக அமைப்பாளர்கள் : xyxy=(896,208,1000,219)
office-bearer-entry xyxy=(778,472,1118,504)
role-label: அமைப்பாளர் : xyxy=(778,613,856,623)
booth-number: பாகம் – 260 : xyxy=(1149,1571,1211,1582)
role-label: துணை அமைப்பாளர்கள் : xyxy=(1145,1858,1263,1869)
branch-section xyxy=(411,703,751,891)
role-label: துணை அமைப்பாளர்கள் : xyxy=(1145,1736,1278,1747)
branch-section xyxy=(411,1272,751,1461)
booth-number: பாகம் – 289 : xyxy=(48,1355,109,1366)
role-details: (1) மு.சுரேணேஷ், 1/128 ஏ, மீனாட்சி நகர் 1வது குடியிருப்பு, சௌராஸ்டிரா குடியிருப்பு, மதுரை. (2) பா.பிரேஷ், 2/314இ, தாசர்சாலை, மீனாட்சிநகர், சக்கிமங்கலம், மதுரை. (3) செ.கவி அரசன், 1/169, சௌராஸ்டிரா குடியிருப்பு, மீனாட்சி நகர், சக்கிமங்கலம், மதுரை. xyxy=(778,373,1118,432)
role-details: வீ.மணிகண்டன், 2/196, கருப்பாயூரணி கிழக்கு தெரு, மதுரை. xyxy=(1215,776,1484,787)
branch-heading: வரைவாளர் நகர் கிளை xyxy=(1247,1134,1382,1148)
role-details: (1) மு.அரவிந்த், 1/80, விளத்தூர், கருப்பாயூரணி, மதுரை. (2) பி.மனோஜ், விளத்தூர், கருப்பாயூரணி, மதுரை. (3) நோமாபிமுதுக, 1–இ–1, விளத்தூர், கருப்பாயூரணி, மதுரை. xyxy=(411,170,751,213)
office-bearer-entry xyxy=(411,1710,751,1726)
role-details: ர.தங்கபாண்டி, 3/15-ஏ, கணபதி நகர், எல்.பூலாங்குளம், ஆண்டார்கொட்டாரம், மதுரை. xyxy=(43,1087,383,1114)
branch-heading: கோழிகுடி கிளை xyxy=(165,1201,262,1216)
booth-organizer: பெ.பூபதிகுமார், 3–351 உடன்கொண்டு, சக்கிமங்கலம், மதுரை. xyxy=(868,1523,1103,1549)
booth-entry xyxy=(778,1450,1118,1481)
office-bearer-entry xyxy=(411,1035,751,1051)
branch-section xyxy=(778,108,1118,297)
role-label: அமைப்பாளர் : xyxy=(411,1362,492,1373)
role-details: (1) சீ.குருபிரசாத், 4/15, காத்தவ னேந்தல், ஆண்டார்கொட்டாரம், மதுரை. (2) வீ.ராஜா பிரபாகரன், 4/20, காத்தவனேந்தல், ஆண்டார்கொட்டாரம், மதுரை. (3) த.வெங்கடேசன், காத்தவனேந்தல், ஆண்டார்கொட்டாரம், மதுரை. xyxy=(43,111,383,169)
office-bearer-entry xyxy=(778,1289,1118,1353)
role-label: அமைப்பாளர் : xyxy=(1145,670,1216,680)
column-1 xyxy=(43,108,383,2355)
role-label: அமைப்பாளர் : xyxy=(43,365,118,376)
booth-organizer: ச.சந்திர சரண், 3–51 ஏடி குடியிருப்பு காரசேரி, சக்கிமங்கலம், மதுரை. xyxy=(868,1558,1066,1585)
booth-entry xyxy=(778,1379,1118,1411)
